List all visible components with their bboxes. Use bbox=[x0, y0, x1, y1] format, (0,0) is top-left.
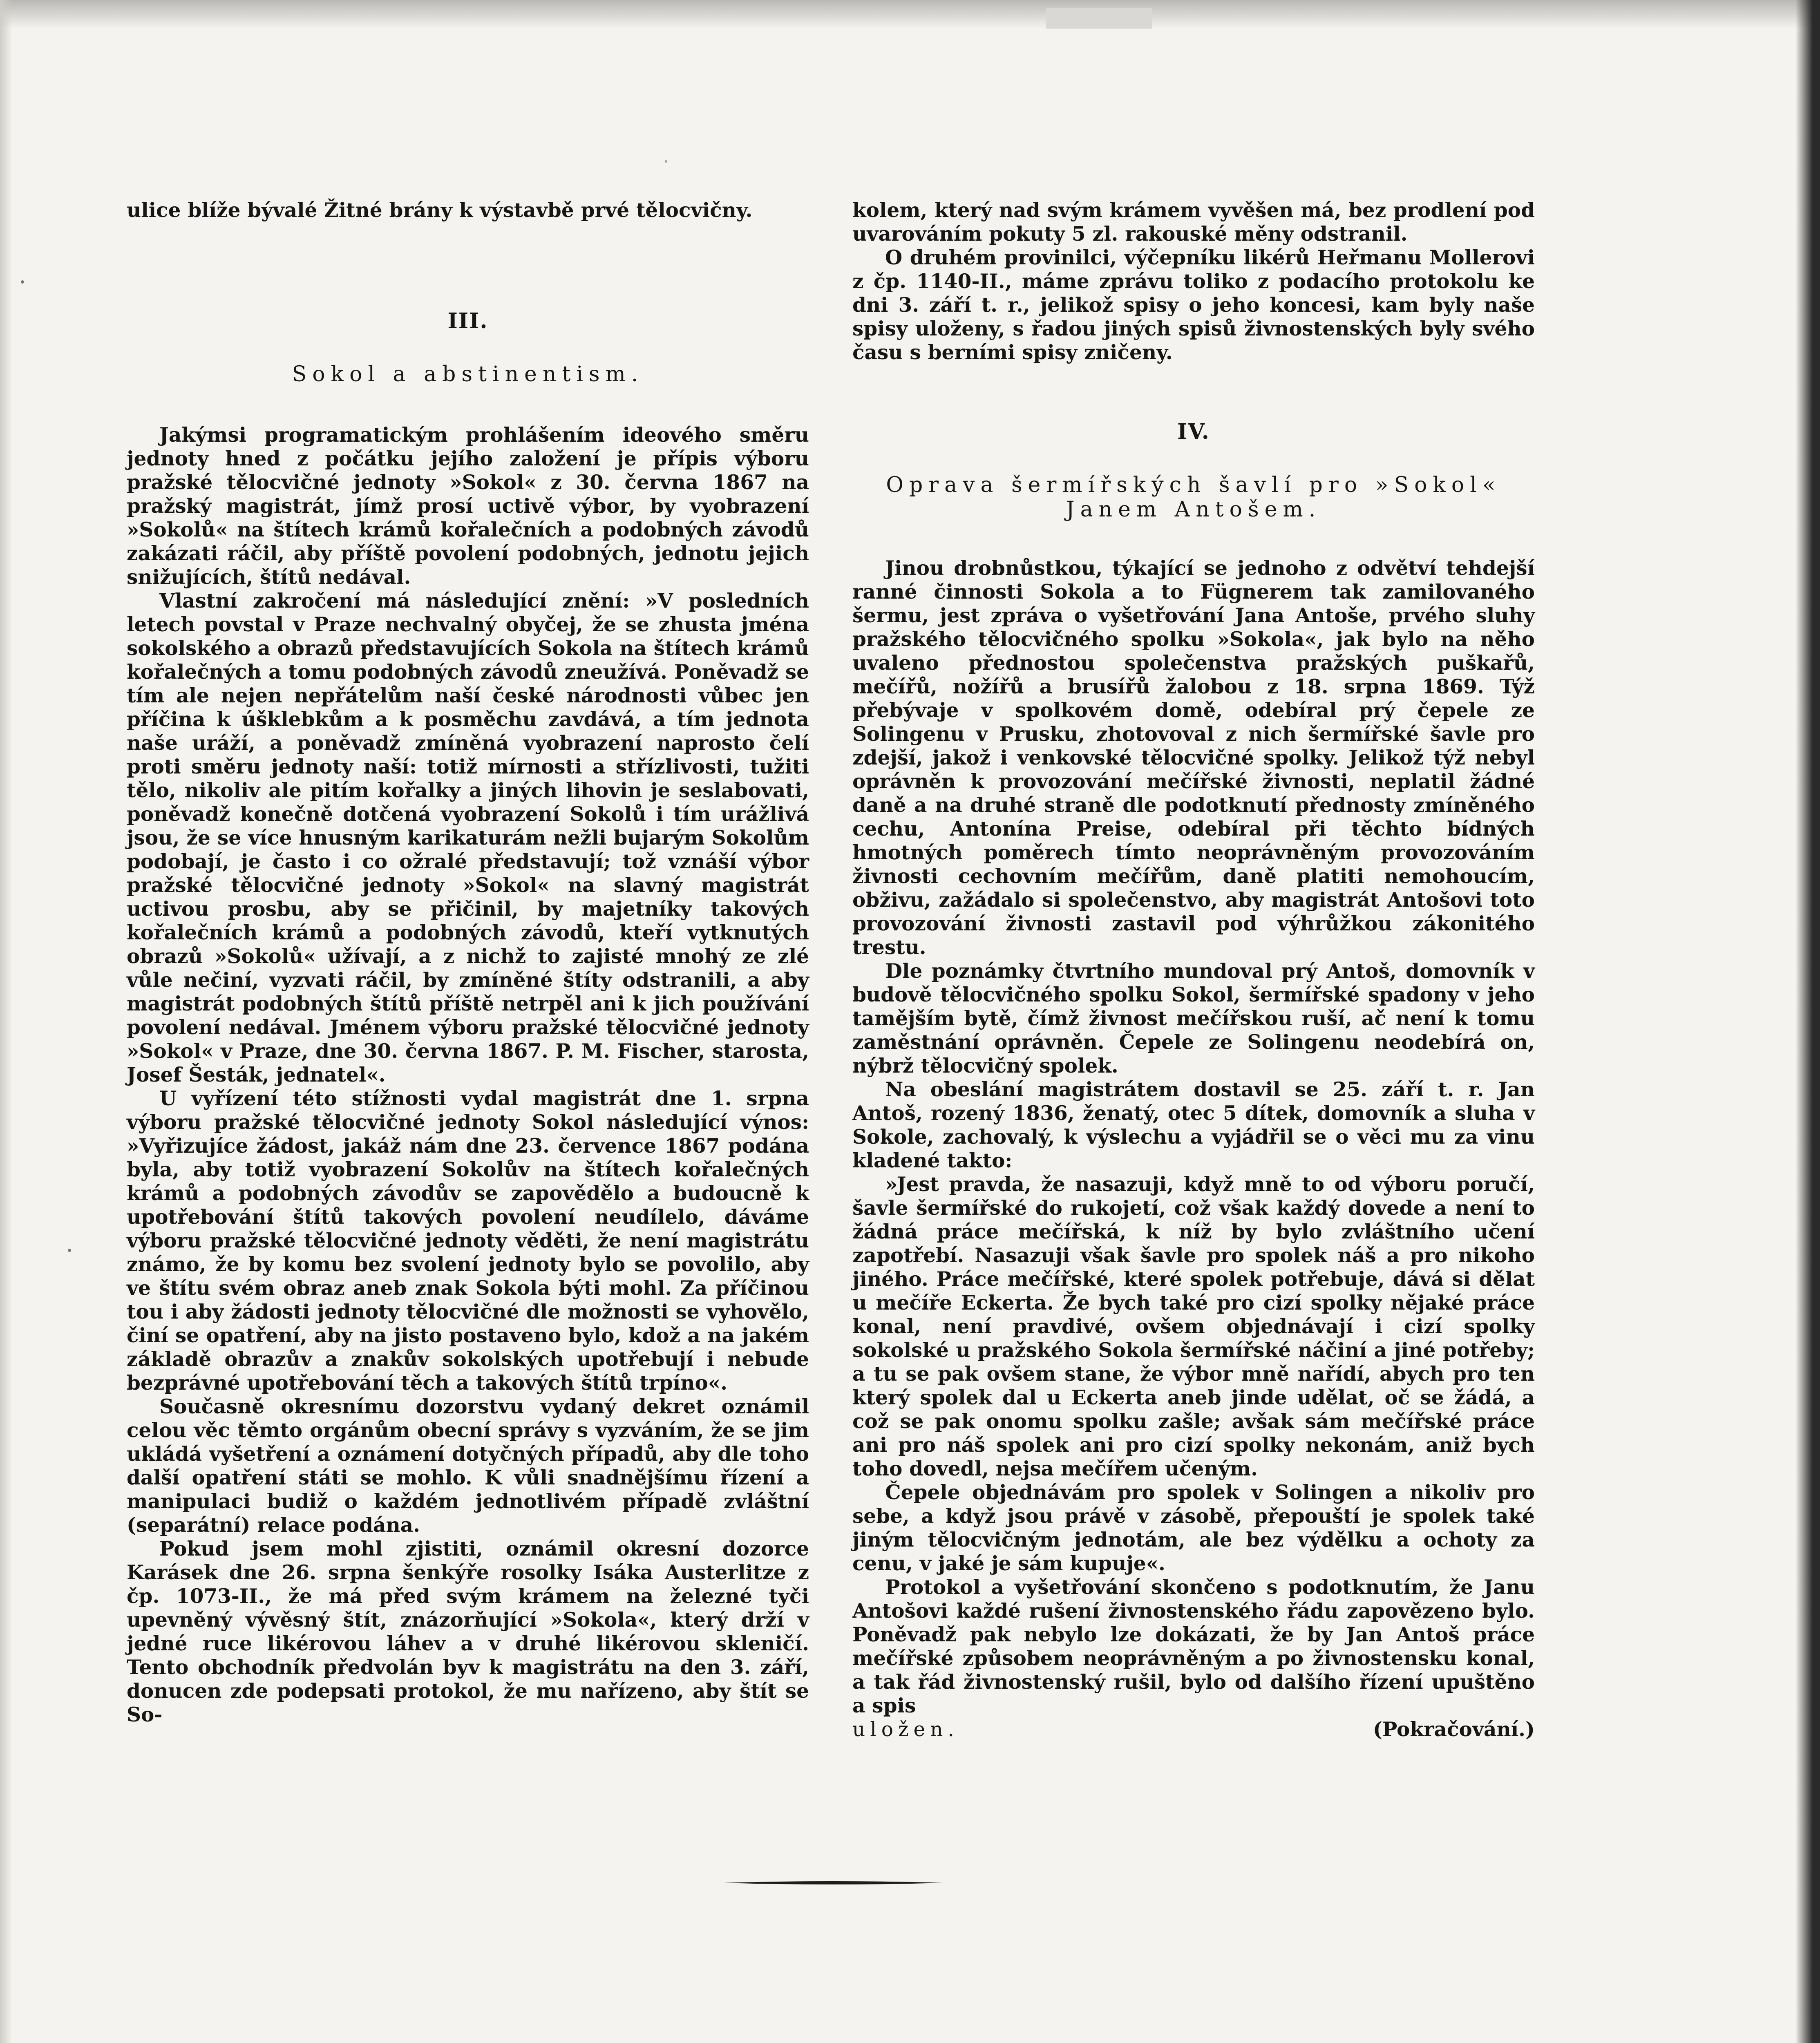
paragraph-continued: kolem, který nad svým krámem vyvěšen má, bez prodlení pod uvarováním pokuty 5 zl. rakouské měny odstranil. bbox=[852, 199, 1535, 246]
section-title-line-1: Oprava šermířských šavlí pro »Sokol« bbox=[886, 473, 1501, 497]
paragraph: U vyřízení této stížnosti vydal magistrát dne 1. srpna výboru pražské tělocvičné jednoty Sokol následující výnos: »Vyřizujíce žádost, jakáž nám dne 23. července 1867 podána byla, aby totiž vyobrazení Sokolův na štítech kořalečných krámů a podobných závodův se zapovědělo a budoucně k upotřebování štítů takových povolení neudílelo, dáváme výboru pražské tělocvičné jednoty věděti, že není magistrátu známo, že by komu bez svolení jednoty bylo se povolilo, aby ve štítu svém obraz aneb znak Sokola býti mohl. Za příčinou tou i aby žádosti jednoty tělocvičné dle možnosti se vyhovělo, činí se opatření, aby na jisto postaveno bylo, kdož a na jakém základě obrazův a znakův sokolských upotřebují i nebude bezprávné upotřebování těch a takových štítů trpíno«. bbox=[127, 1087, 809, 1395]
paragraph: Současně okresnímu dozorstvu vydaný dekret oznámil celou věc těmto orgánům obecní správy s vyzváním, že se jim ukládá vyšetření a oznámení dotyčných případů, aby dle toho další opatření státi se mohlo. K vůli snadnějšímu řízení a manipulaci budiž o každém jednotlivém případě zvláštní (separátní) relace podána. bbox=[127, 1395, 809, 1537]
intro-lines: ulice blíže bývalé Žitné brány k výstavbě prvé tělocvičny. bbox=[127, 199, 753, 222]
paragraph: »Jest pravda, že nasazuji, když mně to od výboru poručí, šavle šermířské do rukojetí, což však každý dovede a není to žádná práce mečířská, k níž by bylo zvláštního učení zapotřebí. Nasazuji však šavle pro spolek náš a pro nikoho jiného. Práce mečířské, které spolek potřebuje, dává si dělat u mečíře Eckerta. Že bych také pro cizí spolky nějaké práce konal, není pravdivé, ovšem objednávají i cizí spolky sokolské u pražského Sokola šermířské náčiní a jiné potřeby; a tu se pak ovšem stane, že výbor mně nařídí, abych pro ten který spolek dal u Eckerta aneb jinde udělat, oč se žádá, a což se pak onomu spolku zašle; avšak sám mečířské práce ani pro náš spolek ani pro cizí spolky nekonám, aniž bych toho dovedl, nejsa mečířem učeným. bbox=[852, 1173, 1535, 1480]
paragraph: Pokud jsem mohl zjistiti, oznámil okresní dozorce Karásek dne 26. srpna šenkýře rosolky Isáka Austerlitze z čp. 1073-II., že má před svým krámem na železné tyči upevněný vývěsný štít, znázorňující »Sokola«, který drží v jedné ruce likérovou láhev a v druhé likérovou skleničí. Tento obchodník předvolán byv k magistrátu na den 3. září, donucen zde podepsati protokol, že mu nařízeno, aby štít se So- bbox=[127, 1537, 809, 1726]
paragraph: Vlastní zakročení má následující znění: »V posledních letech povstal v Praze nechvalný obyčej, že se zhusta jména sokolského a obrazů představujících Sokola na štítech krámů kořalečných a tomu podobných závodů zneužívá. Poněvadž se tím ale nejen nepřátelům naší české národnosti vůbec jen příčina k úšklebkům a k posměchu zavdává, a tím jednota naše uráží, a poněvadž zmíněná vyobrazení naprosto čelí proti směru jednoty naší: totiž mírnosti a střízlivosti, tužiti tělo, nikoliv ale pitím kořalky a jiných lihovin je seslabovati, poněvadž konečně dotčená vyobrazení Sokolů i tím urážlivá jsou, že se více hnusným karikaturám nežli bujarým Sokolům podobají, je často i co ožralé představují; tož vznáší výbor pražské tělocvičné jednoty »Sokol« na slavný magistrát uctivou prosbu, aby se přičinil, by majetníky takových kořalečních krámů a podobných závodů, kteří vytknutých obrazů »Sokolů« užívají, a z nichž to zajisté mnohý ze zlé vůle nečiní, vyzvati ráčil, by zmíněné štíty odstranili, a aby magistrát podobných štítů příště netrpěl ani k jich používání povolení nedával. Jménem výboru pražské tělocvičné jednoty »Sokol« v Praze, dne 30. června 1867. P. M. Fischer, starosta, Josef Šesták, jednatel«. bbox=[127, 589, 809, 1086]
paragraph: Na obeslání magistrátem dostavil se 25. září t. r. Jan Antoš, rozený 1836, ženatý, otec 5 dítek, domovník a sluha v Sokole, zachovalý, k výslechu a vyjádřil se o věci mu za vinu kladené takto: bbox=[852, 1078, 1535, 1172]
section-title-sokol-abstinentism: Sokol a abstinentism. bbox=[292, 362, 644, 387]
continued-note: (Pokračování.) bbox=[1373, 1718, 1535, 1741]
final-word: uložen. bbox=[852, 1718, 959, 1741]
paragraph: Jinou drobnůstkou, týkající se jednoho z odvětví tehdejší ranné činnosti Sokola a to Fügnerem tak zamilovaného šermu, jest zpráva o vyšetřování Jana Antoše, prvého sluhy pražského tělocvičného spolku »Sokola«, jak bylo na něho uvaleno přednostou společenstva pražských puškařů, mečířů, nožířů a brusířů žalobou z 18. srpna 1869. Týž přebývaje v spolkovém domě, odebíral prý čepele ze Solingenu v Prusku, zhotovoval z nich šermířské šavle pro zdejší, jakož i venkovské tělocvičné spolky. Jelikož týž nebyl oprávněn k provozování mečířské živnosti, neplatil žádné daně a na druhé straně dle podotknutí přednosty zmíněného cechu, Antonína Preise, odebíral při těchto bídných hmotných poměrech tímto neoprávněným provozováním živnosti cechovním mečířům, daně platiti nemohoucím, obživu, zažádalo si společenstvo, aby magistrát Antošovi toto provozování živnosti zastavil pod výhrůžkou zákonitého trestu. bbox=[852, 557, 1535, 959]
paragraph: Dle poznámky čtvrtního mundoval prý Antoš, domovník v budově tělocvičného spolku Sokol, šermířské spadony v jeho tamějším bytě, čímž živnost mečířskou ruší, ač není k tomu zaměstnání oprávněn. Čepele ze Solingenu neodebírá on, nýbrž tělocvičný spolek. bbox=[852, 959, 1535, 1077]
section-number-iv: IV. bbox=[1177, 419, 1210, 444]
section-title-line-2: Janem Antošem. bbox=[1066, 497, 1321, 522]
paragraph: Čepele objednávám pro spolek v Solingen a nikoliv pro sebe, a když jsou právě v zásobě, přepouští je spolek také jiným tělocvičným jednotám, ale bez výdělku a ochoty za cenu, v jaké je sám kupuje«. bbox=[852, 1481, 1535, 1575]
paragraph: Jakýmsi programatickým prohlášením ideového směru jednoty hned z počátku jejího založení je přípis výboru pražské tělocvičné jednoty »Sokol« z 30. června 1867 na pražský magistrát, jímž prosí uctivě výbor, by vyobrazení »Sokolů« na štítech krámů kořalečních a podobných závodů zakázati ráčil, aby příště povolení podobných, jednotu jejich snižujících, štítů nedával. bbox=[127, 423, 809, 589]
section-number-iii: III. bbox=[447, 308, 488, 333]
paragraph: Protokol a vyšetřování skončeno s podotknutím, že Janu Antošovi každé rušení živnostenského řádu zapovězeno bylo. Poněvadž pak nebylo lze dokázati, že by Jan Antoš práce mečířské způsobem neoprávněným a po živnostensku konal, a tak řád živnostenský rušil, bylo od dalšího řízení upuštěno a spis bbox=[852, 1576, 1535, 1717]
paragraph: O druhém provinilci, výčepníku likérů Heřmanu Mollerovi z čp. 1140-II., máme zprávu toliko z podacího protokolu ke dni 3. září t. r., jelikož spisy o jeho koncesi, kam byly naše spisy uloženy, s řadou jiných spisů živnostenských byly svého času s berními spisy zničeny. bbox=[852, 246, 1535, 364]
